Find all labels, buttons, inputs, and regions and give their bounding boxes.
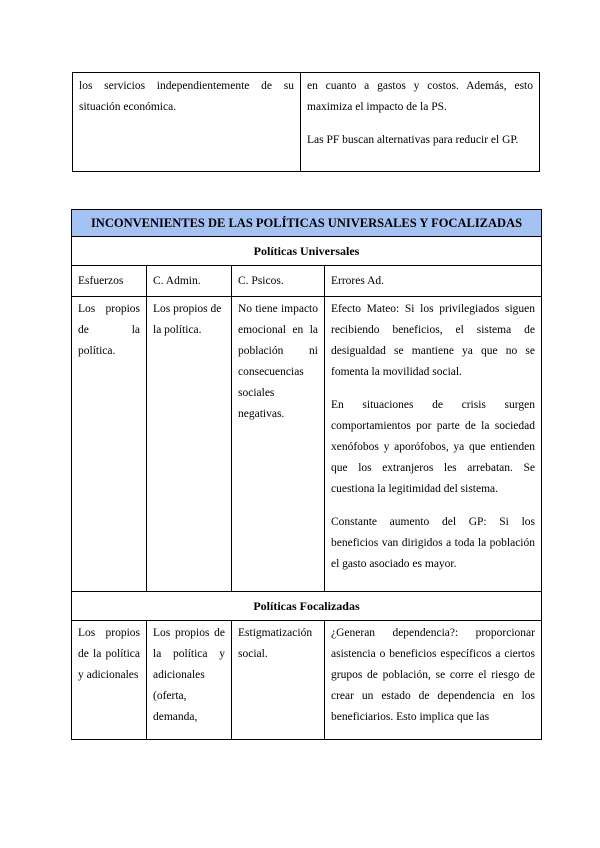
table-cell [325, 297, 542, 592]
cell-text: ¿Generan dependencia?: proporcionar asistencia o beneficios específicos a ciertos grupos de población, se corre el riesgo de crear un estado de dependencia en los beneficiarios. Esto implica que las [331, 627, 535, 723]
continuation-table [72, 72, 540, 172]
cell-text: No tiene impacto emocional en la población ni consecuencias sociales negativas. [238, 303, 318, 420]
column-header: Errores Ad. [325, 266, 542, 297]
inconvenientes-table [71, 209, 542, 740]
table-row [73, 73, 540, 172]
cell-text: Los propios de la política y adicionales (oferta, demanda, [153, 627, 225, 723]
cell-text: Los propios de la política. [78, 303, 140, 357]
section-header-universal: Políticas Universales [72, 237, 542, 266]
table-cell [325, 621, 542, 740]
cell-text: Las PF buscan alternativas para reducir el GP. [307, 134, 519, 146]
cell-text: En situaciones de crisis surgen comportamientos por parte de la sociedad xenófobos y aporófobos, ya que entienden que los extranjeros les arrebatan. Se cuestiona la legitimidad del sistema. [331, 399, 535, 495]
table-cell [301, 73, 540, 172]
table-cell [72, 621, 147, 740]
section-row [72, 592, 542, 621]
table-cell [73, 73, 301, 172]
column-header-row [72, 266, 542, 297]
table-cell [147, 297, 232, 592]
cell-text: Estigmatización social. [238, 627, 313, 660]
table-cell [232, 297, 325, 592]
table-cell [72, 297, 147, 592]
table-title: INCONVENIENTES DE LAS POLÍTICAS UNIVERSALES Y FOCALIZADAS [72, 210, 542, 237]
cell-text: Constante aumento del GP: Si los beneficios van dirigidos a toda la población el gasto asociado es mayor. [331, 516, 535, 570]
table-title-row [72, 210, 542, 237]
table-cell [232, 621, 325, 740]
cell-text: Efecto Mateo: Si los privilegiados siguen recibiendo beneficios, el sistema de desigualdad se mantiene ya que no se fomenta la movilidad social. [331, 303, 535, 378]
cell-text: Los propios de la política y adicionales [78, 627, 140, 681]
column-header: Esfuerzos [72, 266, 147, 297]
table-row [72, 297, 542, 592]
cell-text: Los propios de la política. [153, 303, 222, 336]
section-row [72, 237, 542, 266]
column-header: C. Admin. [147, 266, 232, 297]
cell-text: los servicios independientemente de su situación económica. [79, 80, 294, 113]
section-header-focalized: Políticas Focalizadas [72, 592, 542, 621]
cell-text: en cuanto a gastos y costos. Además, esto maximiza el impacto de la PS. [307, 80, 533, 113]
column-header: C. Psicos. [232, 266, 325, 297]
table-row [72, 621, 542, 740]
table-cell [147, 621, 232, 740]
